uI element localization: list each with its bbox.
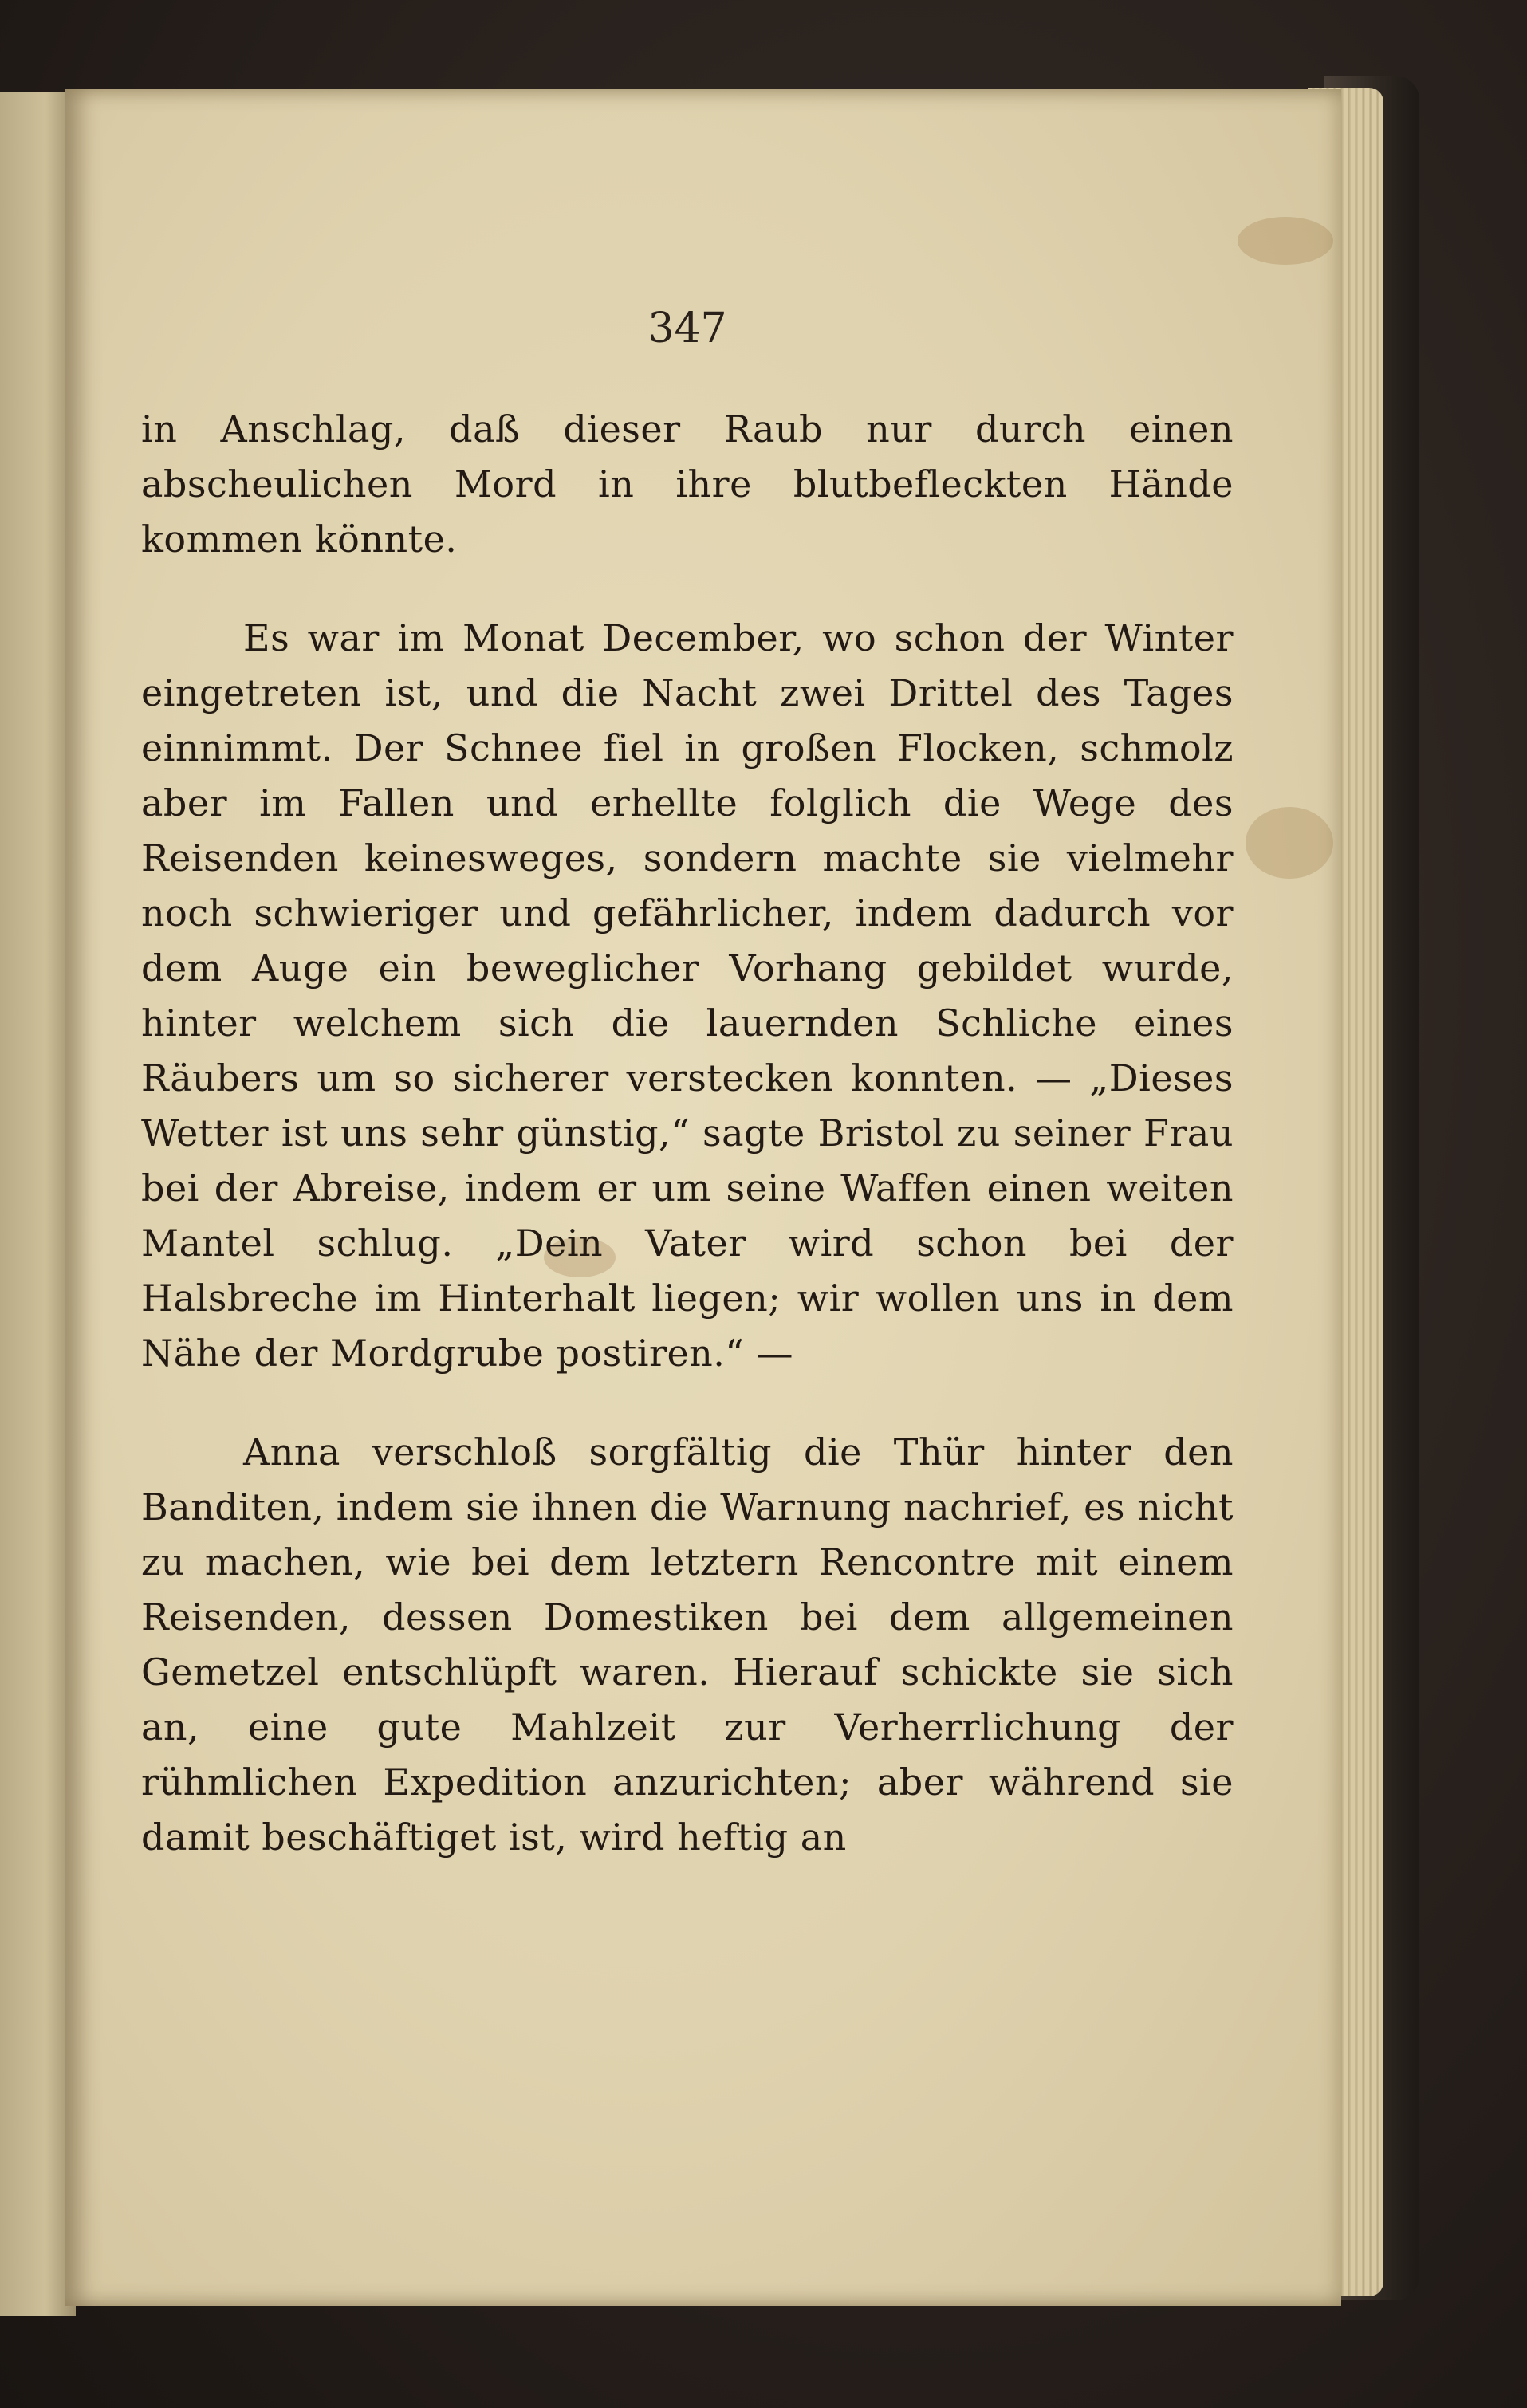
foxing-stain (1246, 807, 1333, 879)
paragraph: in Anschlag, daß dieser Raub nur durch einen abscheulichen Mord in ihre blutbefleckten Hände kommen könnte. (141, 407, 1234, 561)
paragraph: Es war im Monat December, wo schon der Winter eingetreten ist, und die Nacht zwei Drittel des Tages einnimmt. Der Schnee fiel in großen Flocken, schmolz aber im Fallen und erhellte folglich die Wege des Reisenden keinesweges, sondern machte sie vielmehr noch schwieriger und gefährlicher, indem dadurch vor dem Auge ein beweglicher Vorhang gebildet wurde, hinter welchem sich die lauernden Schliche eines Räubers um so sicherer verstecken konnten. — „Dieses Wetter ist uns sehr günstig,“ sagte Bristol zu seiner Frau bei der Abreise, indem er um seine Waffen einen weiten Mantel schlug. „Dein Vater wird schon bei der Halsbreche im Hinterhalt liegen; wir wollen uns in dem Nähe der Mordgrube postiren.“ — (141, 616, 1234, 1375)
page-number: 347 (647, 305, 727, 352)
facing-page-edge (0, 92, 76, 2316)
book-page (65, 89, 1341, 2306)
paragraph: Anna verschloß sorgfältig die Thür hinter den Banditen, indem sie ihnen die Warnung nachrief, es nicht zu machen, wie bei dem letztern Rencontre mit einem Reisenden, dessen Domestiken bei dem allgemeinen Gemetzel entschlüpft waren. Hierauf schickte sie sich an, eine gute Mahlzeit zur Verherrlichung der rühmlichen Expedition anzurichten; aber während sie damit beschäftiget ist, wird heftig an (141, 1430, 1234, 1859)
foxing-stain (1238, 217, 1333, 265)
body-text (141, 402, 1234, 1865)
